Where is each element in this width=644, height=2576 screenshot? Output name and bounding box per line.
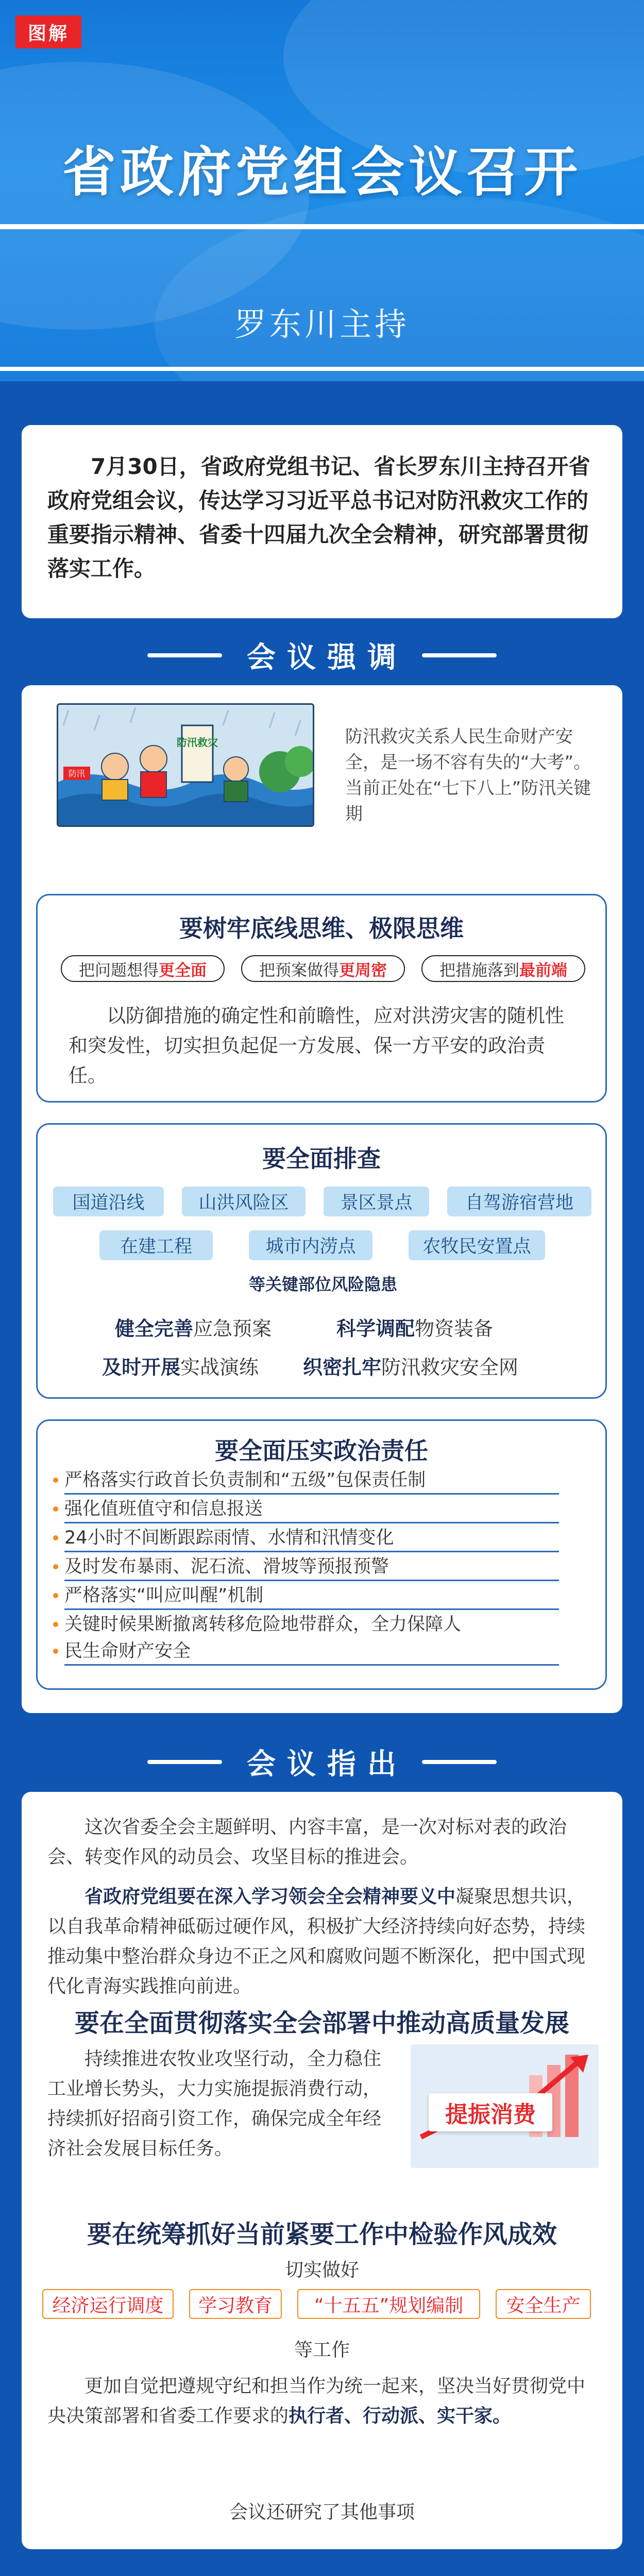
- paragraph: 省政府党组要在深入学习领会全会精神要义中凝聚思想共识，以自我革命精神砥砺过硬作风，积极扩大经济持续向好态势，持续推动集中整治群众身边不正之风和腐败问题不断深化，把中国式现代化青海实践推向前进。: [47, 1886, 586, 1997]
- section-heading-point-out: 会议指出: [0, 1741, 644, 1783]
- risk-area-tag: 城市内涝点: [249, 1230, 372, 1260]
- measure-item: 织密扎牢防汛救灾安全网: [303, 1356, 519, 1379]
- task-tag: “十五五”规划编制: [297, 2289, 480, 2319]
- page-subtitle: 罗东川主持: [234, 306, 410, 343]
- sub-heading: 要在统筹抓好当前紧要工作中检验作风成效: [87, 2220, 557, 2249]
- responsibility-item: 严格落实“叫应叫醒”机制: [64, 1583, 559, 1610]
- responsibility-item: 及时发布暴雨、泥石流、滑坡等预报预警: [64, 1554, 559, 1581]
- thinking-pill: 把预案做得 更周密: [241, 955, 405, 982]
- measure-item: 科学调配物资装备: [336, 1317, 494, 1340]
- intro-card: 7月30日，省政府党组书记、省长罗东川主持召开省政府党组会议，传达学习习近平总书记对防汛救灾工作的重要指示精神、省委十四届九次全会精神，研究部署贯彻落实工作。: [22, 425, 622, 618]
- measure-item: 及时开展实战演练: [102, 1356, 259, 1379]
- infographic-tag: 图解: [15, 15, 81, 48]
- box-title: 要树牢底线思维、极限思维: [179, 914, 464, 942]
- measure-item: 健全完善应急预案: [115, 1317, 272, 1340]
- flood-rescue-illustration: [57, 703, 314, 827]
- paragraph: 更加自觉把遵规守纪和担当作为统一起来，坚决当好贯彻党中央决策部署和省委工作要求的执行者、行动派、实干家。: [47, 2376, 586, 2427]
- sub-heading: 要在全面贯彻落实全会部署中推动高质量发展: [74, 2009, 569, 2038]
- closing-note: 会议还研究了其他事项: [229, 2502, 415, 2523]
- responsibility-item: 严格落实行政首长负责制和“五级”包保责任制: [64, 1467, 559, 1495]
- risk-area-tag: 山洪风险区: [182, 1187, 306, 1216]
- responsibility-item: 关键时候果断撤离转移危险地带群众，全力保障人: [64, 1612, 559, 1637]
- risk-area-tag: 国道沿线: [53, 1187, 164, 1216]
- risk-area-tag: 在建工程: [99, 1230, 213, 1260]
- risk-area-tag: 自驾游宿营地: [447, 1187, 591, 1216]
- box-text: 以防御措施的确定性和前瞻性，应对洪涝灾害的随机性和突发性，切实担负起促一方发展、保一方平安的政治责任。: [69, 1005, 564, 1087]
- responsibility-item-cont: 民生命财产安全: [64, 1638, 559, 1666]
- tasks-suffix: 等工作: [294, 2340, 350, 2361]
- full-inspection-box: [36, 1123, 607, 1399]
- inspection-note: 等关键部位风险隐患: [248, 1275, 397, 1294]
- consumption-image: [411, 2044, 599, 2168]
- paragraph: 这次省委全会主题鲜明、内容丰富，是一次对标对表的政治会、转变作风的动员会、攻坚目标的推进会。: [47, 1817, 567, 1868]
- risk-area-tag: 景区景点: [324, 1187, 429, 1216]
- title-divider: [0, 224, 644, 229]
- box-title: 要全面排查: [262, 1145, 381, 1173]
- sub-heading-note: 切实做好: [284, 2260, 359, 2281]
- point-out-card: [22, 1792, 622, 2549]
- task-tag: 经济运行调度: [42, 2289, 174, 2319]
- responsibility-item: 强化值班值守和信息报送: [64, 1496, 559, 1523]
- responsibility-item: 24小时不间断跟踪雨情、水情和汛情变化: [64, 1525, 559, 1552]
- consumption-label: 提振消费: [429, 2093, 552, 2131]
- risk-area-tag: 农牧民安置点: [409, 1230, 545, 1260]
- paragraph: 持续推进农牧业攻坚行动，全力稳住工业增长势头，大力实施提振消费行动，持续抓好招商引资工作，确保完成全年经济社会发展目标任务。: [47, 2048, 382, 2159]
- task-tag: 学习教育: [189, 2289, 282, 2319]
- illus-sign-text: 防汛救灾: [177, 736, 218, 749]
- emphasize-intro-text: 防汛救灾关系人民生命财产安全，是一场不容有失的“大考”。当前正处在“七下八上”防汛关键期: [345, 726, 591, 824]
- thinking-pill: 把问题想得 更全面: [61, 955, 225, 982]
- page-title: 省政府党组会议召开: [62, 141, 582, 204]
- section-heading-emphasize: 会议强调: [0, 635, 644, 676]
- task-tag: 安全生产: [496, 2289, 591, 2319]
- thinking-pill: 把措施落到 最前端: [421, 955, 585, 982]
- hero-bottom-rule: [0, 367, 644, 371]
- box-title: 要全面压实政治责任: [215, 1437, 428, 1465]
- illus-flag-text: 防汛: [68, 769, 86, 778]
- bottom-line-thinking-box: [36, 894, 607, 1103]
